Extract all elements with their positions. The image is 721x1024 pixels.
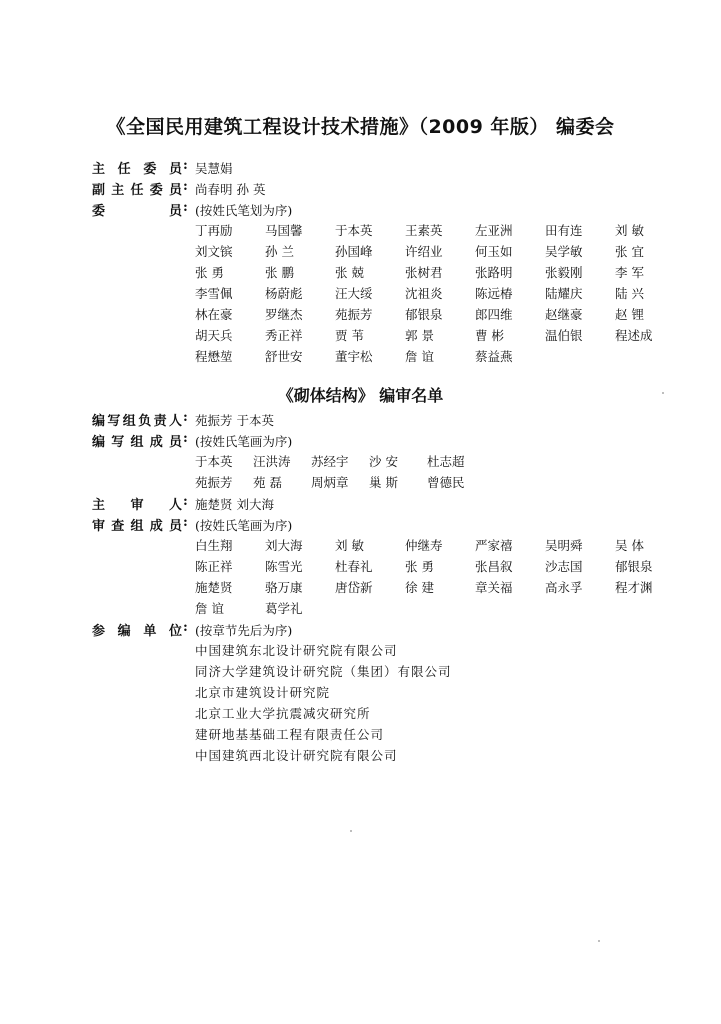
colon: : [183,179,188,194]
edit-members-label: 编写组成员 [92,435,182,450]
colon: : [183,620,188,635]
member-row: 程懋堃 舒世安 董宇松 詹 谊 蔡益燕 [195,349,513,364]
units-label: 参编单位 [92,624,182,639]
director-label: 主任委员 [92,162,182,177]
member-row: 张 勇 张 鹏 张 兢 张树君 张路明 张毅刚 李 军 [195,265,644,280]
colon: : [183,515,188,530]
vice-director-label: 副主任委员 [92,183,182,198]
vice-director-names: 尚春明 孙 英 [195,182,266,197]
member-row: 李雪佩 杨蔚彪 汪大绥 沈祖炎 陈远椿 陆耀庆 陆 兴 [195,286,644,301]
review-member-row: 施楚贤 骆万康 唐岱新 徐 建 章关福 高永孚 程才渊 [195,580,653,595]
lead-label: 编写组负责人 [92,414,182,429]
members-label: 委员 [92,204,182,219]
review-member-row: 詹 谊 葛学礼 [195,601,303,616]
scan-speck [662,392,664,394]
member-row: 刘文镔 孙 兰 孙国峰 许绍业 何玉如 吴学敏 张 宜 [195,244,644,259]
chief-reviewer-names: 施楚贤 刘大海 [195,497,274,512]
review-members-label: 审查组成员 [92,519,182,534]
colon: : [183,200,188,215]
unit-item: 北京工业大学抗震减灾研究所 [195,706,371,721]
edit-member-row: 于本英 汪洪涛 苏经宇 沙 安 杜志超 [195,454,465,469]
members-note: (按姓氏笔划为序) [195,203,293,218]
unit-item: 中国建筑东北设计研究院有限公司 [195,643,398,658]
member-row: 胡天兵 秀正祥 贾 苇 郭 景 曹 彬 温伯银 程述成 [195,328,653,343]
page-title: 《全国民用建筑工程设计技术措施》（2009 年版） 编委会 [106,116,615,138]
review-member-row: 陈正祥 陈雪光 杜春礼 张 勇 张昌叙 沙志国 郁银泉 [195,559,653,574]
colon: : [183,158,188,173]
review-member-row: 白生翔 刘大海 刘 敏 仲继寿 严家禧 吴明舜 吴 体 [195,538,644,553]
unit-item: 同济大学建筑设计研究院（集团）有限公司 [195,664,452,679]
colon: : [183,494,188,509]
scan-speck [350,830,352,832]
director-name: 吴慧娟 [195,161,233,176]
member-row: 林在豪 罗继杰 苑振芳 郁银泉 郎四维 赵继豪 赵 锂 [195,307,644,322]
member-row: 丁再励 马国馨 于本英 王素英 左亚洲 田有连 刘 敏 [195,223,644,238]
unit-item: 中国建筑西北设计研究院有限公司 [195,748,398,763]
edit-members-note: (按姓氏笔画为序) [195,434,293,449]
review-members-note: (按姓氏笔画为序) [195,518,293,533]
edit-member-row: 苑振芳 苑 磊 周炳章 巢 斯 曾德民 [195,475,465,490]
unit-item: 北京市建筑设计研究院 [195,685,331,700]
section-subtitle: 《砌体结构》 编审名单 [277,386,444,405]
units-note: (按章节先后为序) [195,623,293,638]
colon: : [183,431,188,446]
unit-item: 建研地基基础工程有限责任公司 [195,727,385,742]
colon: : [183,410,188,425]
lead-names: 苑振芳 于本英 [195,413,274,428]
chief-reviewer-label: 主审人 [92,498,182,513]
scan-speck [598,940,600,942]
